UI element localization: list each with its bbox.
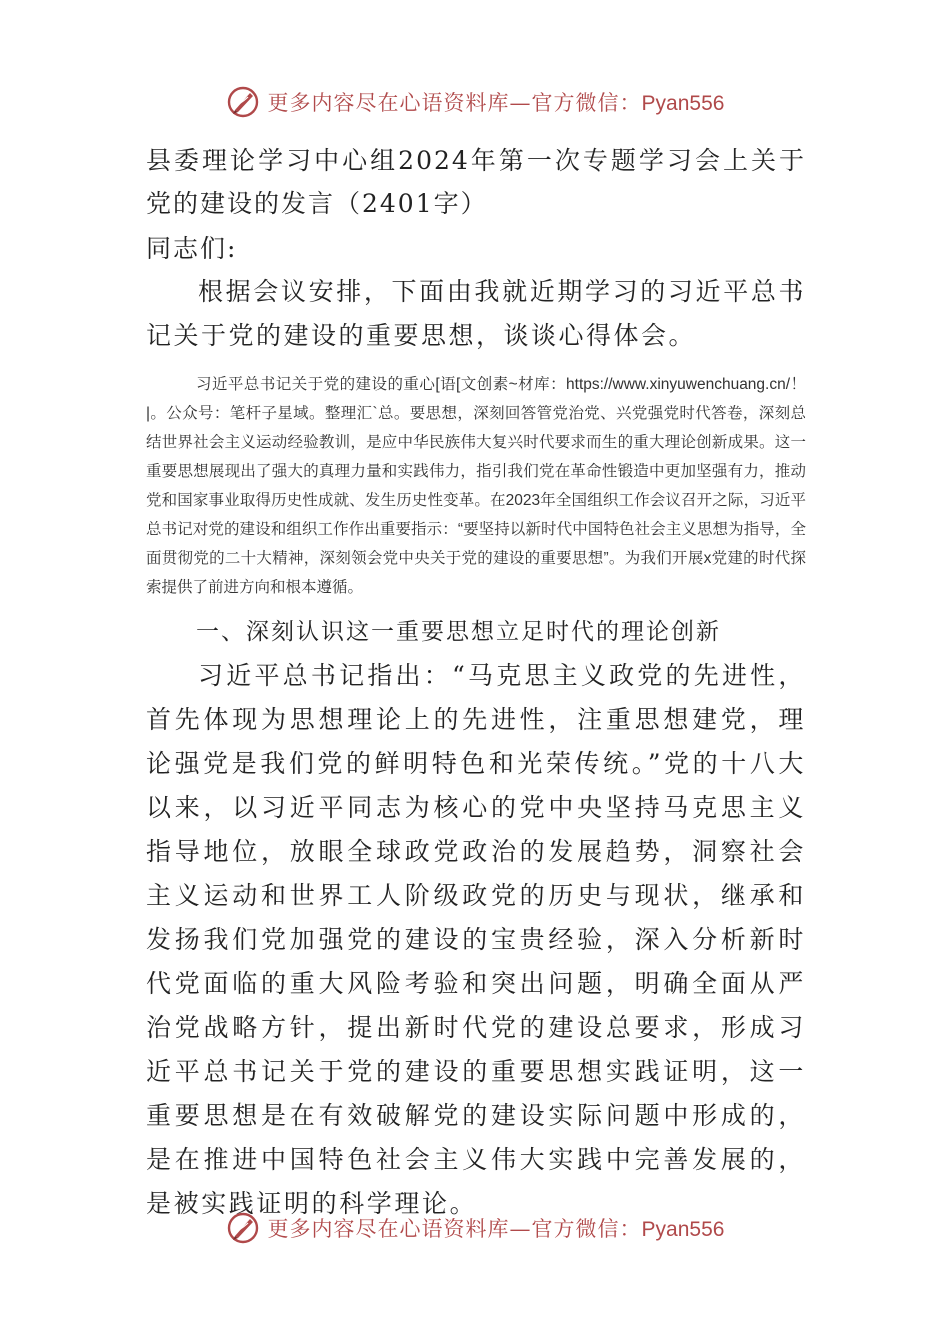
section-paragraph: 习近平总书记指出：“马克思主义政党的先进性，首先体现为思想理论上的先进性，注重思想建党，理论强党是我们党的鲜明特色和光荣传统。”党的十八大以来，以习近平同志为核心的党中央坚持马克思主义指导地位，放眼全球政党政治的发展趋势，洞察社会主义运动和世界工人阶级政党的历史与现状，继承和发扬我们党加强党的建设的宝贵经验，深入分析新时代党面临的重大风险考验和突出问题，明确全面从严治党战略方针，提出新时代党的建设总要求，形成习近平总书记关于党的建设的重要思想实践证明，这一重要思想是在有效破解党的建设实际问题中形成的，是在推进中国特色社会主义伟大实践中完善发展的，是被实践证明的科学理论。 [146,661,806,1218]
document-title: 县委理论学习中心组2024年第一次专题学习会上关于党的建设的发言（2401字） [146,146,806,218]
header-banner [0,80,950,124]
banner-slogan: 更多内容尽在心语资料库—官方微信： [267,91,642,115]
document-body [146,139,806,1226]
wechat-id: Pyan556 [641,1218,725,1241]
banner-text [268,1213,725,1243]
banner-slogan: 更多内容尽在心语资料库—官方微信： [267,1217,642,1241]
small-paragraph: 习近平总书记关于党的建设的重心[语[文创素~材库：https://www.xinyuwenchuang.cn/！|。公众号：笔杆子星域。整理汇`总。要思想，深刻回答管党治党、兴党强党时代答卷，深刻总结世界社会主义运动经验教训，是应中华民族伟大复兴时代要求而生的重大理论创新成果。这一重要思想展现出了强大的真理力量和实践伟力，指引我们党在革命性锻造中更加坚强有力，推动党和国家事业取得历史性成就、发生历史性变革。在2023年全国组织工作会议召开之际，习近平总书记对党的建设和组织工作作出重要指示：“要坚持以新时代中国特色社会主义思想为指导，全面贯彻党的二十大精神，深刻领会党中央关于党的建设的重要思想”。为我们开展x党建的时代探索提供了前进方向和根本遵循。 [146,376,806,596]
greeting: 同志们: [146,234,238,263]
section-heading: 一、深刻认识这一重要思想立足时代的理论创新 [196,619,721,645]
footer-banner [0,1206,950,1250]
banner-text [268,87,725,117]
wechat-id: Pyan556 [641,92,725,115]
intro-paragraph: 根据会议安排，下面由我就近期学习的习近平总书记关于党的建设的重要思想，谈谈心得体会。 [146,277,806,350]
quill-pen-icon [226,1211,260,1245]
quill-pen-icon [226,85,260,119]
